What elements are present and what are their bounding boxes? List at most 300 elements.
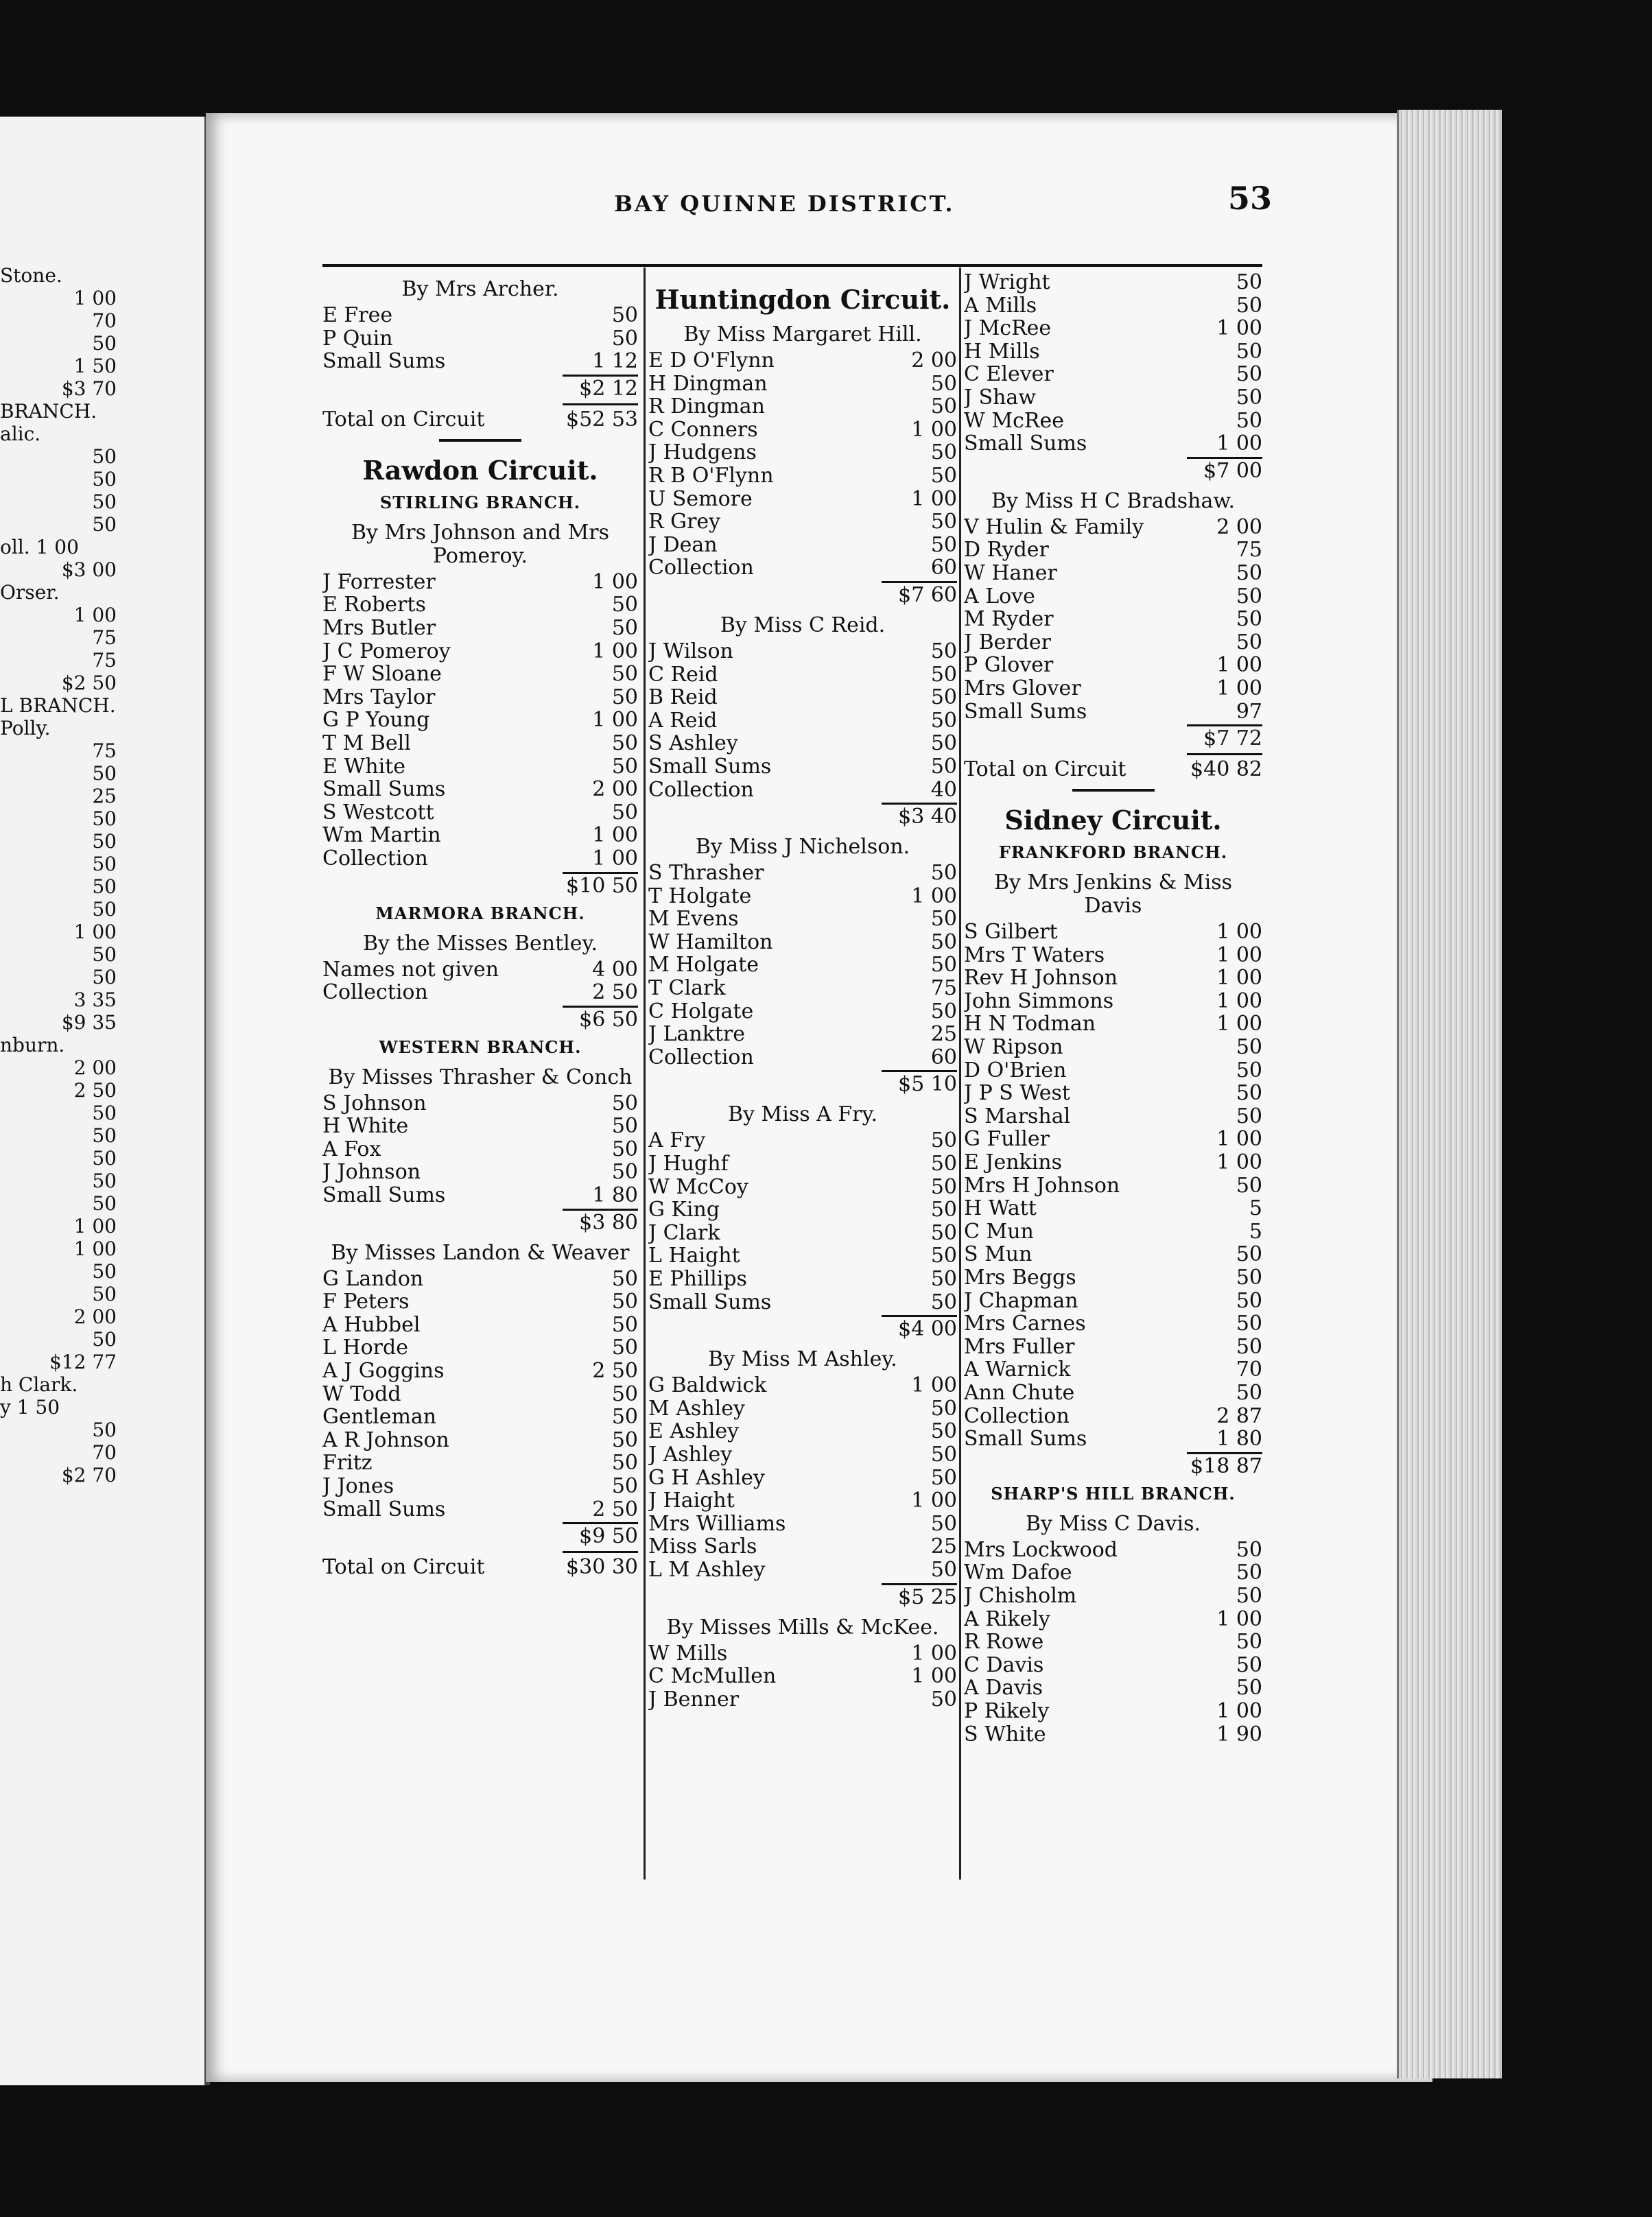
entry-row — [964, 516, 1262, 539]
left-amount: 50 — [92, 943, 117, 966]
entry-row — [322, 1429, 638, 1452]
donor-name: S Johnson — [322, 1091, 427, 1115]
entry-row — [648, 1467, 957, 1490]
amount: 50 — [1236, 408, 1262, 433]
donor-name: A R Johnson — [322, 1428, 449, 1452]
amount: 50 — [1236, 1380, 1262, 1405]
amount: 1 00 — [1216, 988, 1262, 1013]
amount: 1 00 — [592, 846, 638, 870]
entry-row — [964, 1036, 1262, 1059]
entry-row — [322, 327, 638, 351]
donor-name: J Lanktre — [648, 1023, 746, 1046]
left-amount: 2 00 — [73, 1056, 117, 1079]
left-amount: 1 00 — [73, 921, 117, 943]
amount: 50 — [611, 1137, 638, 1161]
entry-row — [648, 1642, 957, 1665]
amount: 1 00 — [592, 708, 638, 733]
entry-row — [648, 686, 957, 709]
column-2 — [648, 271, 957, 1711]
subtotal-amount: $18 87 — [1190, 1454, 1262, 1478]
amount: 50 — [1236, 1104, 1262, 1128]
amount: 50 — [1236, 1266, 1262, 1290]
donor-name: R B O'Flynn — [648, 464, 774, 488]
amount: 50 — [611, 1405, 638, 1430]
subtotal — [648, 1314, 957, 1341]
circuit-total — [322, 1548, 638, 1580]
donor-name: J Wilson — [648, 639, 733, 663]
left-amount: 50 — [92, 807, 117, 830]
section-rule — [439, 439, 521, 442]
amount: 5 — [1249, 1219, 1262, 1244]
left-amount: 1 50 — [73, 355, 117, 377]
donor-name: G King — [648, 1198, 720, 1222]
left-amount: 2 00 — [73, 1305, 117, 1328]
amount: 1 90 — [1216, 1722, 1262, 1746]
donor-name: J Haight — [648, 1489, 735, 1513]
amount: 50 — [611, 1474, 638, 1498]
entry-row — [964, 1059, 1262, 1082]
amount: 50 — [930, 639, 957, 663]
amount: 1 00 — [592, 569, 638, 594]
amount: 1 00 — [1216, 1150, 1262, 1175]
total-label: Total on Circuit — [322, 1555, 485, 1580]
donor-name: C Davis — [964, 1653, 1044, 1677]
subtotal — [964, 455, 1262, 483]
subtotal — [322, 870, 638, 898]
subtotal-amount: $9 50 — [579, 1524, 638, 1549]
amount: 50 — [930, 510, 957, 534]
page-number: 53 — [1228, 180, 1273, 217]
amount: 50 — [611, 615, 638, 640]
left-amount: 50 — [92, 830, 117, 853]
collector-line: By Mrs Johnson and Mrs Pomeroy. — [351, 520, 609, 568]
entry-row — [648, 1688, 957, 1711]
amount: 50 — [611, 1451, 638, 1475]
amount: 40 — [930, 777, 957, 802]
entry-row — [964, 1312, 1262, 1336]
amount: 70 — [1236, 1358, 1262, 1382]
amount: 50 — [930, 1557, 957, 1582]
entry-row — [648, 1176, 957, 1199]
amount: 50 — [611, 1091, 638, 1115]
entry-row — [648, 1291, 957, 1314]
entry-row — [322, 1314, 638, 1337]
amount: 50 — [1236, 1676, 1262, 1700]
entry-row — [964, 921, 1262, 944]
entry-row — [322, 617, 638, 640]
donor-name: W Haner — [964, 561, 1057, 585]
donor-name: C Reid — [648, 663, 718, 687]
amount: 1 00 — [1216, 653, 1262, 678]
entry-row — [648, 1513, 957, 1536]
donor-name: W Ripson — [964, 1036, 1063, 1059]
entry-row — [964, 432, 1262, 455]
donor-name: Mrs Carnes — [964, 1312, 1086, 1336]
entry-row — [648, 640, 957, 663]
entry-row — [648, 372, 957, 396]
entry-row — [648, 755, 957, 779]
circuit-total — [964, 750, 1262, 782]
amount: 50 — [611, 1336, 638, 1360]
amount: 50 — [930, 754, 957, 779]
amount: 50 — [930, 1396, 957, 1421]
entry-row — [648, 510, 957, 534]
left-text: Stone. — [0, 264, 62, 287]
entry-row — [322, 1336, 638, 1360]
donor-name: F W Sloane — [322, 663, 442, 686]
donor-name: Collection — [322, 981, 428, 1004]
circuit-title: Huntingdon Circuit. — [654, 284, 951, 315]
donor-name: R Grey — [648, 510, 721, 534]
entry-row — [648, 931, 957, 954]
entry-row — [648, 1665, 957, 1688]
donor-name: T Holgate — [648, 884, 752, 908]
entry-row — [322, 732, 638, 755]
donor-name: H Mills — [964, 340, 1040, 364]
donor-name: Small Sums — [322, 778, 446, 801]
entry-row — [964, 1631, 1262, 1654]
left-amount: 75 — [92, 649, 117, 672]
collector-line: By Misses Thrasher & Conch — [328, 1065, 633, 1089]
total-label: Total on Circuit — [964, 757, 1126, 782]
donor-name: Wm Dafoe — [964, 1561, 1072, 1585]
donor-name: A Davis — [964, 1676, 1043, 1700]
donor-name: Rev H Johnson — [964, 967, 1118, 990]
circuit-title: Rawdon Circuit. — [362, 454, 598, 486]
donor-name: W McRee — [964, 409, 1064, 433]
donor-name: M Holgate — [648, 953, 759, 977]
subtotal — [964, 1451, 1262, 1478]
amount: 1 00 — [1216, 1607, 1262, 1631]
amount: 1 00 — [592, 823, 638, 848]
left-amount: $2 50 — [61, 672, 117, 694]
amount: 50 — [930, 662, 957, 687]
collector-line: By Miss A Fry. — [727, 1102, 878, 1127]
donor-name: Mrs Williams — [648, 1512, 786, 1536]
entry-row — [648, 488, 957, 511]
left-amount: 50 — [92, 513, 117, 536]
left-text: nburn. — [0, 1034, 65, 1056]
left-text: L BRANCH. — [0, 694, 116, 717]
donor-name: M Evens — [648, 908, 739, 931]
left-amount: 1 00 — [73, 604, 117, 626]
donor-name: Small Sums — [322, 1184, 446, 1207]
subtotal-amount: $4 00 — [898, 1317, 957, 1342]
amount: 50 — [1236, 1334, 1262, 1359]
left-amount: $3 70 — [61, 377, 117, 400]
donor-name: A J Goggins — [322, 1360, 445, 1383]
entry-row — [648, 556, 957, 580]
amount: 50 — [611, 1290, 638, 1314]
subtotal — [648, 580, 957, 607]
left-amount: 70 — [92, 1441, 117, 1464]
entry-row — [964, 1561, 1262, 1585]
amount: 50 — [1236, 630, 1262, 654]
donor-name: Collection — [964, 1404, 1070, 1428]
entry-row — [322, 709, 638, 732]
collector-line: By the Misses Bentley. — [362, 931, 598, 956]
donor-name: J Hudgens — [648, 441, 757, 464]
donor-name: Mrs Butler — [322, 616, 436, 640]
entry-row — [964, 1128, 1262, 1151]
amount: 1 00 — [1216, 676, 1262, 700]
donor-name: S Marshal — [964, 1104, 1071, 1128]
donor-name: S Gilbert — [964, 921, 1058, 944]
donor-name: Collection — [648, 556, 754, 580]
donor-name: V Hulin & Family — [964, 515, 1144, 539]
donor-name: D O'Brien — [964, 1058, 1067, 1082]
entry-row — [648, 1443, 957, 1467]
branch-heading: MARMORA BRANCH. — [375, 903, 585, 923]
entry-row — [964, 1382, 1262, 1405]
donor-name: Mrs H Johnson — [964, 1174, 1120, 1198]
amount: 75 — [930, 976, 957, 1001]
amount: 1 00 — [1216, 942, 1262, 967]
amount: 50 — [1236, 607, 1262, 632]
entry-row — [648, 349, 957, 372]
amount: 50 — [930, 953, 957, 977]
donor-name: W McCoy — [648, 1175, 748, 1199]
amount: 50 — [930, 1290, 957, 1314]
amount: 1 00 — [911, 486, 957, 511]
collector-line: By Miss H C Bradshaw. — [991, 488, 1236, 513]
donor-name: J McRee — [964, 317, 1052, 340]
amount: 50 — [930, 685, 957, 710]
entry-row — [322, 801, 638, 825]
entry-row — [322, 640, 638, 663]
entry-row — [322, 1406, 638, 1429]
subtotal-amount: $5 10 — [898, 1072, 957, 1097]
entry-row — [322, 958, 638, 982]
donor-name: R Rowe — [964, 1631, 1044, 1654]
entry-row — [964, 1151, 1262, 1174]
entry-row — [648, 464, 957, 488]
donor-name: J Benner — [648, 1687, 740, 1711]
amount: 50 — [611, 685, 638, 709]
subtotal — [322, 1004, 638, 1032]
amount: 4 00 — [592, 957, 638, 982]
donor-name: A Mills — [964, 294, 1037, 318]
entry-row — [648, 441, 957, 464]
amount: 50 — [1236, 1561, 1262, 1585]
amount: 75 — [1236, 538, 1262, 562]
donor-name: Small Sums — [964, 1427, 1087, 1451]
entry-row — [964, 562, 1262, 585]
amount: 50 — [930, 1128, 957, 1153]
amount: 50 — [1236, 1630, 1262, 1655]
donor-name: S Westcott — [322, 801, 434, 825]
donor-name: J Berder — [964, 630, 1052, 654]
amount: 2 00 — [592, 777, 638, 802]
amount: 50 — [1236, 1081, 1262, 1106]
donor-name: L Horde — [322, 1336, 408, 1360]
left-amount: 70 — [92, 309, 117, 332]
entry-row — [322, 1161, 638, 1184]
donor-name: J Dean — [648, 533, 718, 557]
donor-name: J C Pomeroy — [322, 639, 451, 663]
amount: 50 — [611, 1427, 638, 1452]
entry-row — [322, 824, 638, 847]
column-1 — [322, 271, 638, 1580]
amount: 50 — [930, 532, 957, 557]
donor-name: Ann Chute — [964, 1381, 1075, 1405]
donor-name: M Ashley — [648, 1397, 745, 1421]
amount: 1 00 — [911, 417, 957, 442]
donor-name: S Mun — [964, 1243, 1032, 1266]
entry-row — [648, 1535, 957, 1558]
collector-line: By Miss C Davis. — [1025, 1511, 1201, 1536]
total-amount: $52 53 — [566, 407, 638, 431]
entry-row — [964, 1723, 1262, 1746]
entry-row — [964, 585, 1262, 608]
entry-row — [964, 1174, 1262, 1198]
donor-name: Wm Martin — [322, 824, 441, 847]
circuit-title: Sidney Circuit. — [1004, 805, 1222, 836]
left-text: y 1 50 — [0, 1396, 60, 1419]
donor-name: A Love — [964, 584, 1035, 608]
left-amount: 1 00 — [73, 1237, 117, 1260]
amount: 1 00 — [911, 1489, 957, 1513]
amount: 60 — [930, 556, 957, 580]
left-amount: $9 35 — [61, 1011, 117, 1034]
column-3 — [964, 271, 1262, 1746]
branch-heading: STIRLING BRANCH. — [379, 492, 581, 512]
entry-row — [964, 990, 1262, 1013]
entry-row — [648, 1420, 957, 1443]
donor-name: E Roberts — [322, 593, 426, 617]
subtotal-amount: $7 60 — [898, 582, 957, 607]
donor-name: Mrs Taylor — [322, 685, 436, 709]
donor-name: E Phillips — [648, 1268, 747, 1291]
amount: 2 00 — [911, 348, 957, 372]
entry-row — [964, 1220, 1262, 1244]
entry-row — [322, 981, 638, 1004]
amount: 1 00 — [1216, 966, 1262, 991]
donor-name: T M Bell — [322, 731, 411, 755]
amount: 50 — [611, 1382, 638, 1406]
donor-name: G P Young — [322, 709, 430, 732]
entry-row — [648, 1268, 957, 1291]
entry-row — [964, 1243, 1262, 1266]
amount: 50 — [930, 1244, 957, 1268]
entry-row — [322, 1475, 638, 1498]
entry-row — [648, 732, 957, 755]
column-divider-1 — [644, 268, 646, 1880]
amount: 1 00 — [911, 1373, 957, 1398]
donor-name: Mrs Beggs — [964, 1266, 1076, 1290]
donor-name: P Glover — [964, 654, 1054, 677]
entry-row — [648, 1046, 957, 1069]
subtotal-amount: $3 40 — [898, 805, 957, 829]
subtotal — [322, 1521, 638, 1548]
entry-row — [322, 1383, 638, 1406]
page-edges — [1397, 110, 1502, 2078]
entry-row — [964, 538, 1262, 562]
amount: 25 — [930, 1534, 957, 1559]
entry-row — [648, 977, 957, 1000]
entry-row — [648, 395, 957, 418]
donor-name: A Reid — [648, 709, 718, 733]
entry-row — [964, 631, 1262, 654]
donor-name: Mrs Fuller — [964, 1335, 1075, 1359]
amount: 50 — [611, 303, 638, 327]
donor-name: S White — [964, 1722, 1046, 1746]
donor-name: C Elever — [964, 363, 1054, 386]
donor-name: T Clark — [648, 977, 726, 1000]
left-amount: 50 — [92, 1260, 117, 1283]
subtotal-amount: $5 25 — [898, 1585, 957, 1609]
amount: 50 — [930, 1687, 957, 1711]
left-amount: 50 — [92, 1328, 117, 1351]
donor-name: E Jenkins — [964, 1151, 1063, 1174]
amount: 1 00 — [592, 639, 638, 663]
amount: 1 80 — [1216, 1427, 1262, 1451]
donor-name: A Fry — [648, 1129, 706, 1153]
donor-name: Small Sums — [964, 700, 1087, 724]
subtotal — [964, 723, 1262, 750]
entry-row — [964, 294, 1262, 318]
entry-row — [322, 1268, 638, 1291]
amount: 50 — [611, 1312, 638, 1337]
donor-name: J Shaw — [964, 386, 1036, 410]
amount: 1 00 — [911, 884, 957, 908]
subtotal — [322, 1207, 638, 1235]
left-text: h Clark. — [0, 1373, 78, 1396]
amount: 50 — [1236, 1288, 1262, 1313]
entry-row — [648, 908, 957, 931]
entry-row — [648, 1023, 957, 1046]
left-page-fragment — [0, 264, 117, 1486]
entry-row — [964, 944, 1262, 967]
entry-row — [964, 1197, 1262, 1220]
donor-name: F Peters — [322, 1290, 410, 1314]
donor-name: M Ryder — [964, 608, 1054, 631]
collector-line: By Miss Margaret Hill. — [683, 322, 922, 346]
total-amount: $40 82 — [1190, 757, 1262, 782]
donor-name: Gentleman — [322, 1406, 437, 1429]
donor-name: Collection — [648, 778, 754, 802]
entry-row — [964, 1012, 1262, 1036]
donor-name: L M Ashley — [648, 1558, 766, 1582]
entry-row — [648, 862, 957, 885]
donor-name: C Holgate — [648, 999, 754, 1023]
collector-line: By Misses Landon & Weaver — [331, 1240, 630, 1265]
left-text: alic. — [0, 423, 41, 445]
entry-row — [964, 1266, 1262, 1290]
left-amount: 50 — [92, 490, 117, 513]
collector-line: By Mrs Archer. — [401, 277, 559, 301]
subtotal-amount: $6 50 — [579, 1007, 638, 1032]
amount: 1 12 — [592, 349, 638, 374]
donor-name: J P S West — [964, 1082, 1070, 1105]
entry-row — [964, 1539, 1262, 1562]
entry-row — [964, 340, 1262, 364]
donor-name: J Hughf — [648, 1152, 729, 1176]
donor-name: Small Sums — [648, 755, 772, 779]
left-amount: 50 — [92, 762, 117, 785]
amount: 50 — [1236, 1583, 1262, 1608]
left-text: Orser. — [0, 581, 60, 604]
entry-row — [648, 953, 957, 977]
entry-row — [964, 1105, 1262, 1128]
entry-row — [648, 1489, 957, 1513]
left-amount: 50 — [92, 875, 117, 898]
amount: 50 — [930, 463, 957, 488]
donor-name: J Ashley — [648, 1443, 733, 1467]
donor-name: Small Sums — [322, 1497, 446, 1521]
left-amount: 50 — [92, 332, 117, 355]
donor-name: R Dingman — [648, 395, 765, 418]
